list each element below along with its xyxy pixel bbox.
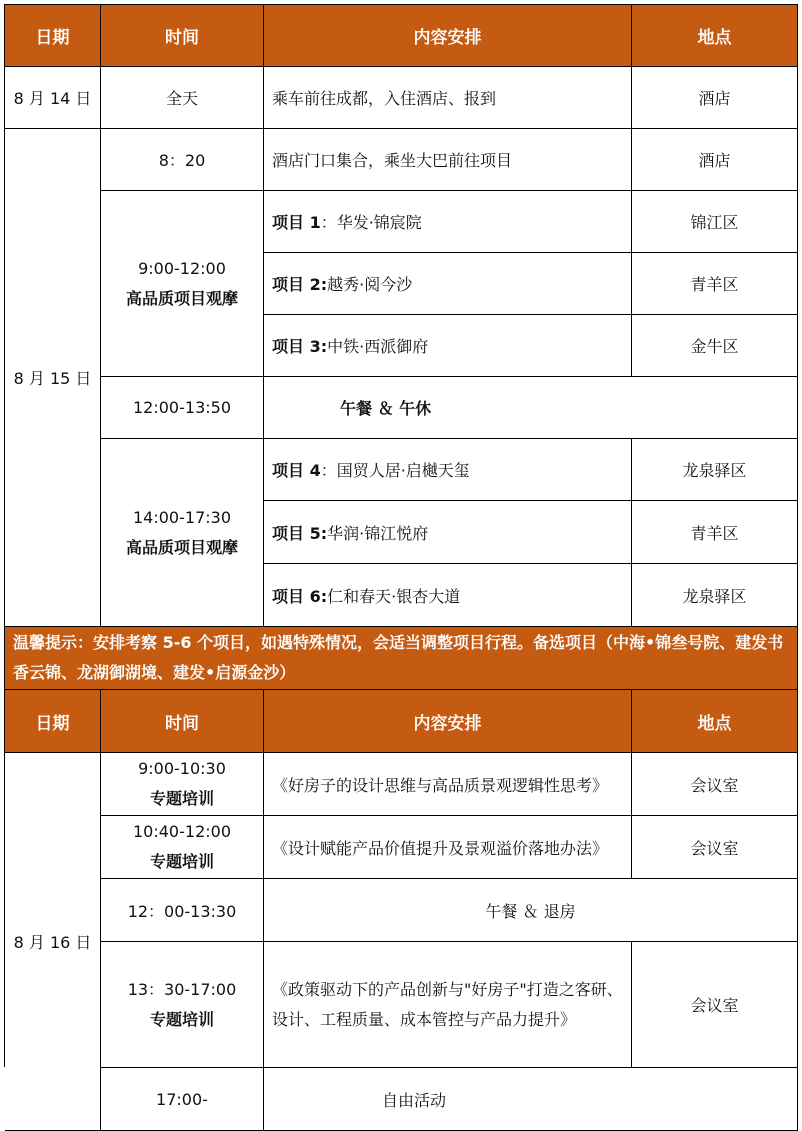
day2-morning-slot [101,191,264,377]
day3-s2-content: 《设计赋能产品价值提升及景观溢价落地办法》 [264,816,632,879]
day3-s3-content: 《政策驱动下的产品创新与"好房子"打造之客研、设计、工程质量、成本管控与产品力提升》 [264,942,632,1068]
header-date: 日期 [5,5,101,67]
project-1-tag: 项目 1 [272,213,321,232]
project-6-name: 仁和春天·银杏大道 [327,586,461,606]
project-4-tag: 项目 4 [272,461,321,480]
day2-assembly-content: 酒店门口集合，乘坐大巴前往项目 [264,129,632,191]
day2-afternoon-label: 高品质项目观摩 [125,537,238,557]
day3-s1-content: 《好房子的设计思维与高品质景观逻辑性思考》 [264,753,632,816]
day3-s2-label: 专题培训 [149,852,214,871]
day2-lunch-content: 午餐 ＆ 午休 [264,377,798,439]
header2-content: 内容安排 [264,690,632,753]
day3-lunch-time: 12：00-13:30 [101,879,264,942]
project-4-location: 龙泉驿区 [632,439,798,501]
project-4 [264,439,632,501]
day2-morning-label: 高品质项目观摩 [125,288,238,308]
project-6-location: 龙泉驿区 [632,564,798,627]
day3-s2-time: 10:40-12:00 [133,822,231,841]
project-4-name: ：国贸人居·启樾天玺 [320,461,470,480]
day1-date: 8 月 14 日 [5,67,101,129]
day3-free-content: 自由活动 [264,1068,798,1131]
day3-s1-slot [101,753,264,816]
header2-time: 时间 [101,690,264,753]
header-location: 地点 [632,5,798,67]
header2-location: 地点 [632,690,798,753]
project-2-location: 青羊区 [632,253,798,315]
notice-banner: 温馨提示：安排考察 5-6 个项目，如遇特殊情况，会适当调整项目行程。备选项目（中海•锦叁号院、建发书香云锦、龙湖御湖境、建发•启源金沙） [5,627,798,690]
project-3-location: 金牛区 [632,315,798,377]
day2-morning-time: 9:00-12:00 [138,258,226,278]
project-1-location: 锦江区 [632,191,798,253]
project-6-tag: 项目 6: [272,586,328,606]
day3-s1-label: 专题培训 [149,789,214,808]
day3-s1-location: 会议室 [632,753,798,816]
project-5 [264,501,632,564]
project-6 [264,564,632,627]
day2-lunch-time: 12:00-13:50 [101,377,264,439]
project-5-location: 青羊区 [632,501,798,564]
header-time: 时间 [101,5,264,67]
day3-s3-label: 专题培训 [149,1009,214,1029]
project-5-tag: 项目 5: [272,523,328,543]
day3-s3-location: 会议室 [632,942,798,1068]
day2-date: 8 月 15 日 [5,129,101,627]
project-2-tag: 项目 2: [272,275,328,294]
project-3 [264,315,632,377]
project-3-name: 中铁·西派御府 [327,337,429,356]
day3-s3-slot [101,942,264,1068]
day3-s2-slot [101,816,264,879]
header-content: 内容安排 [264,5,632,67]
day1-content: 乘车前往成都，入住酒店、报到 [264,67,632,129]
day1-location: 酒店 [632,67,798,129]
day2-assembly-time: 8：20 [101,129,264,191]
day1-time: 全天 [101,67,264,129]
day3-lunch-content: 午餐 ＆ 退房 [264,879,798,942]
header2-date: 日期 [5,690,101,753]
day2-afternoon-slot [101,439,264,627]
day3-free-time: 17:00- [101,1068,264,1131]
day3-s2-location: 会议室 [632,816,798,879]
project-5-name: 华润·锦江悦府 [327,523,429,543]
schedule-table [4,4,798,1110]
day3-date: 8 月 16 日 [5,753,101,1131]
project-2 [264,253,632,315]
day3-s3-time: 13：30-17:00 [127,979,237,999]
project-2-name: 越秀·阅今沙 [327,275,413,294]
day2-afternoon-time: 14:00-17:30 [133,507,231,527]
project-1-name: ：华发·锦宸院 [320,213,422,232]
project-3-tag: 项目 3: [272,337,328,356]
project-1 [264,191,632,253]
day3-s1-time: 9:00-10:30 [138,759,226,778]
day2-assembly-location: 酒店 [632,129,798,191]
